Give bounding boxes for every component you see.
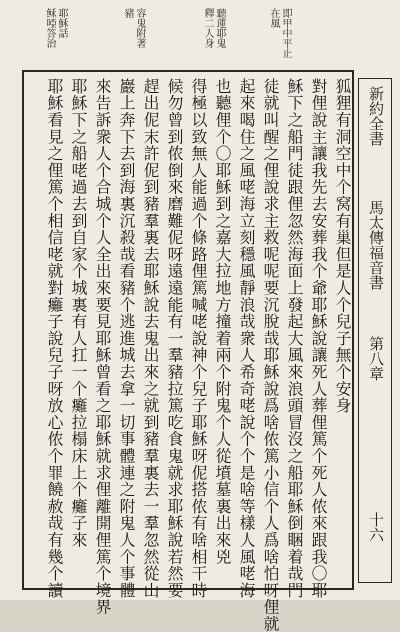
header-note: 豬 bbox=[122, 8, 133, 18]
text-column: 趕出伲末許伲到豬羣裏去耶穌說去鬼出來之就到豬羣裏去一羣忽然從山 bbox=[141, 78, 160, 599]
text-column: 也聽俚个〇耶穌到之嘉大拉地方撞着兩个附鬼个人從墳墓裏出來兇 bbox=[213, 78, 232, 566]
text-column: 狐狸有洞空中个窝有巢但是人个兒子無个安身 bbox=[333, 78, 352, 414]
header-note: 耶穌話 bbox=[56, 8, 67, 38]
chapter-label: 第八章 bbox=[367, 336, 385, 381]
text-column: 耶穌看見之俚篤个相信咾就對癱子說兒子呀放心侬个罪饒赦哉有幾个讀 bbox=[45, 78, 64, 599]
header-note: 釋二人身 bbox=[202, 8, 213, 48]
page-number: 十六 bbox=[367, 512, 385, 542]
text-column: 耶穌下之船咾過去到自家个城裏有人扛一个癱拉榻床上个癱子來 bbox=[69, 78, 88, 549]
page-banner bbox=[358, 78, 392, 583]
text-column: 得極以致無人能過个條路俚篤喊咾說神个兒子耶穌呀伲搭侬有啥相干時 bbox=[189, 78, 208, 599]
text-column: 巖上奔下去到海裏沉殺哉看豬个逃進城去拿一切事體連之附鬼人个事體 bbox=[117, 78, 136, 599]
text-column: 對俚說主讓我先去安葬我个爺耶穌說讓死人葬俚篤个死人侬來跟我〇耶 bbox=[309, 78, 328, 599]
book-title: 新約全書 bbox=[367, 86, 385, 146]
text-column: 候勿曾到侬倒來磨難伲呀遠遠能有一羣豬拉篤吃食鬼就求耶穌說若然要 bbox=[165, 78, 184, 599]
header-note: 稣啞答治 bbox=[44, 8, 55, 48]
text-column: 起來喝住之風咾海立刻穩風靜浪哉衆人希奇咾說个个是啥等樣人風咾海 bbox=[237, 78, 256, 599]
gospel-title: 馬太傳福音書 bbox=[367, 200, 385, 290]
text-column: 徒就叫醒之俚說求主救呢呢要沉脫哉耶穌說爲啥侬篤小信个人爲啥怕呀俚就 bbox=[261, 78, 280, 632]
header-note: 即甲中平止 bbox=[280, 8, 291, 58]
text-column: 穌下之船門徒跟俚忽然海面上發起大風來浪頭冒沒之船耶穌倒睏着哉門 bbox=[285, 78, 304, 599]
text-column: 來告訴衆人个合城个人全出來要見耶穌曾看之耶穌就求俚離開俚篤个境界 bbox=[93, 78, 112, 616]
header-note: 容鬼附著 bbox=[134, 8, 145, 48]
header-note: 聽蓮耶鬼 bbox=[214, 8, 225, 48]
header-note: 在風 bbox=[268, 8, 279, 28]
